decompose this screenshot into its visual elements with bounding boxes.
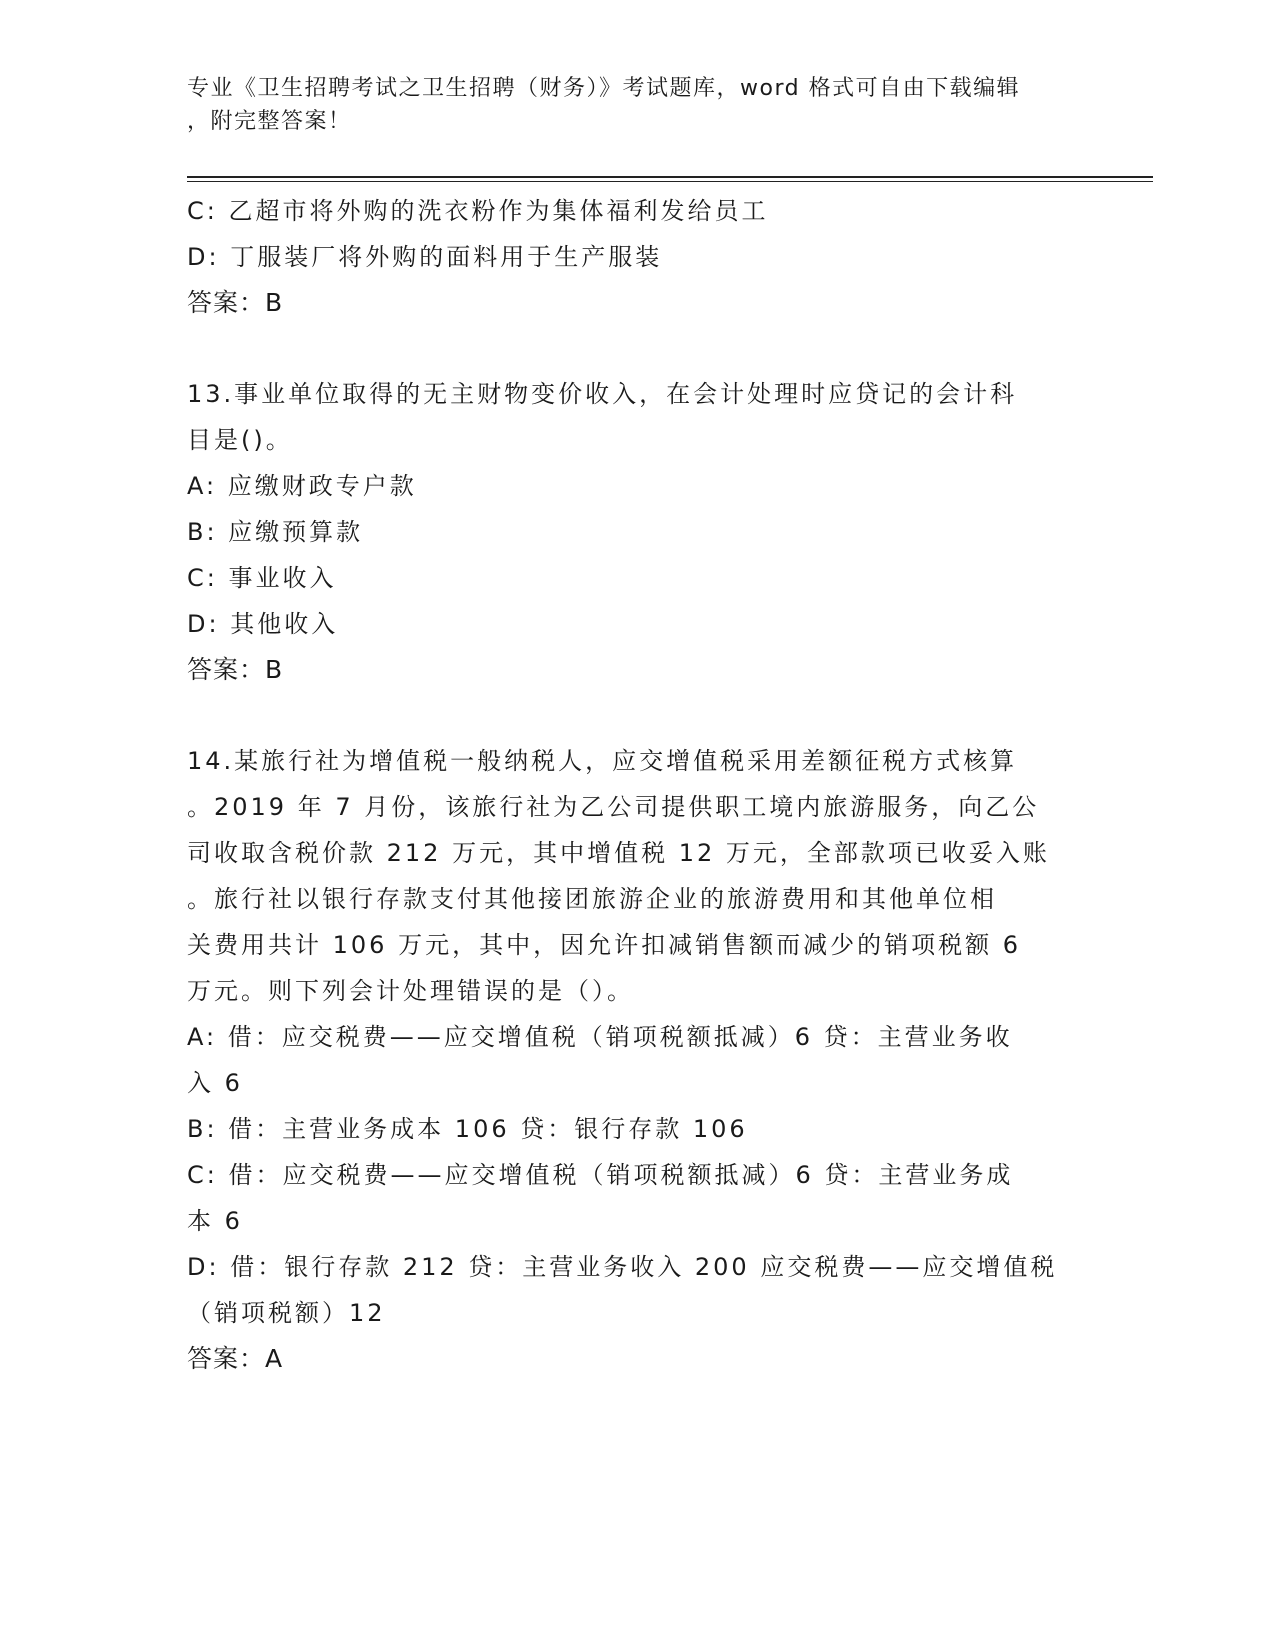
q14-stem-line-2: 。2019 年 7 月份，该旅行社为乙公司提供职工境内旅游服务，向乙公 <box>187 793 1040 821</box>
spacer <box>187 693 1077 738</box>
q13-option-c: C: 事业收入 <box>187 564 337 592</box>
q13-option-d: D: 其他收入 <box>187 610 339 638</box>
q12-option-c: C: 乙超市将外购的洗衣粉作为集体福利发给员工 <box>187 197 769 225</box>
document-header <box>187 72 1067 138</box>
q14-stem-line-4: 。旅行社以银行存款支付其他接团旅游企业的旅游费用和其他单位相 <box>187 885 997 913</box>
q14-option-b: B: 借：主营业务成本 106 贷：银行存款 106 <box>187 1115 748 1143</box>
question-content <box>187 188 1077 1382</box>
q13-option-b: B: 应缴预算款 <box>187 518 364 546</box>
q14-stem-line-3: 司收取含税价款 212 万元，其中增值税 12 万元，全部款项已收妥入账 <box>187 839 1050 867</box>
header-divider-thin <box>187 181 1153 182</box>
q13-answer: 答案：B <box>187 655 284 684</box>
q14-option-a-line-1: A: 借：应交税费——应交增值税（销项税额抵减）6 贷：主营业务收 <box>187 1023 1013 1051</box>
q14-stem-line-1: 14.某旅行社为增值税一般纳税人，应交增值税采用差额征税方式核算 <box>187 747 1018 775</box>
q12-answer: 答案：B <box>187 288 284 317</box>
q14-stem-line-6: 万元。则下列会计处理错误的是（）。 <box>187 977 634 1005</box>
spacer <box>187 326 1077 371</box>
q14-option-a-line-2: 入 6 <box>187 1069 243 1097</box>
q14-answer: 答案：A <box>187 1344 284 1373</box>
q14-stem-line-5: 关费用共计 106 万元，其中，因允许扣减销售额而减少的销项税额 6 <box>187 931 1021 959</box>
question-14 <box>187 738 1077 1382</box>
q12-option-d: D: 丁服装厂将外购的面料用于生产服装 <box>187 243 663 271</box>
header-line-1: 专业《卫生招聘考试之卫生招聘（财务）》考试题库，word 格式可自由下载编辑 <box>187 76 1021 101</box>
header-line-2: ，附完整答案！ <box>187 109 352 134</box>
q14-option-d-line-1: D: 借：银行存款 212 贷：主营业务收入 200 应交税费——应交增值税 <box>187 1253 1058 1281</box>
q14-option-c-line-1: C: 借：应交税费——应交增值税（销项税额抵减）6 贷：主营业务成 <box>187 1161 1014 1189</box>
question-12 <box>187 188 1077 326</box>
q13-stem-line-1: 13.事业单位取得的无主财物变价收入，在会计处理时应贷记的会计科 <box>187 380 1018 408</box>
q14-option-d-line-2: （销项税额）12 <box>187 1299 386 1327</box>
question-13 <box>187 371 1077 693</box>
q13-stem-line-2: 目是()。 <box>187 426 293 454</box>
q14-option-c-line-2: 本 6 <box>187 1207 243 1235</box>
header-divider-thick <box>187 176 1153 178</box>
q13-option-a: A: 应缴财政专户款 <box>187 472 417 500</box>
